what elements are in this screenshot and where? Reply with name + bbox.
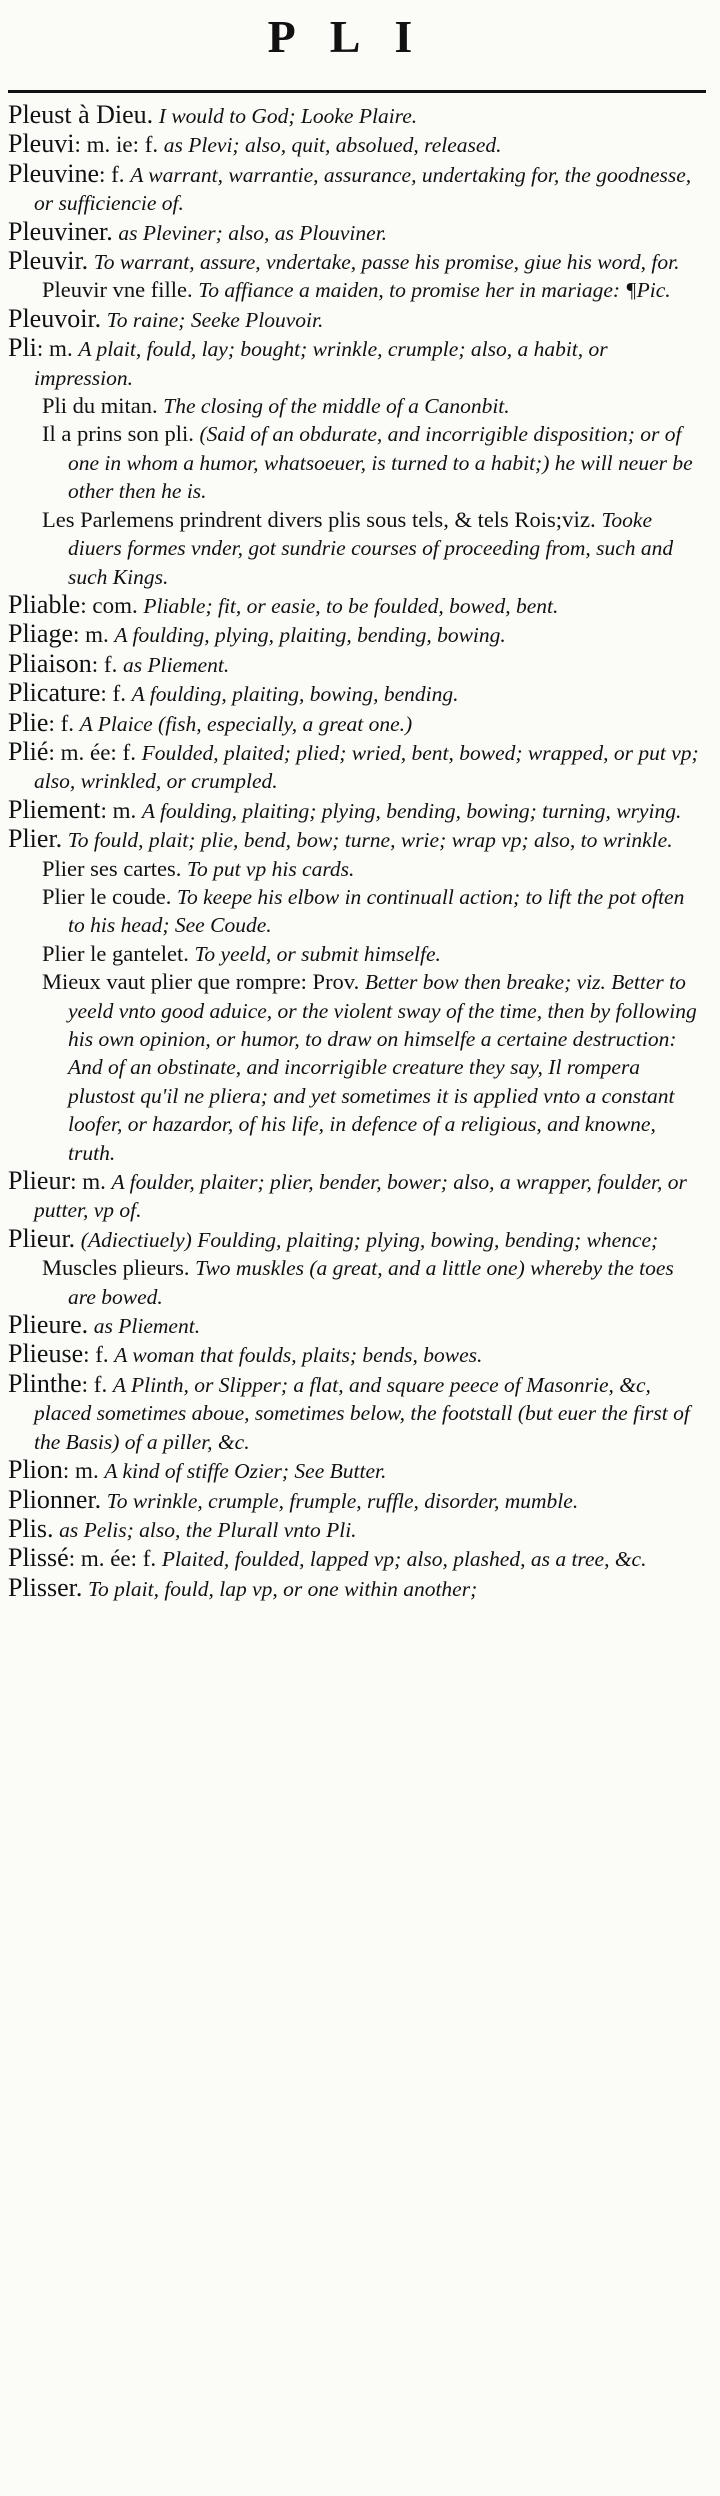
entry-definition: as Pliement. bbox=[122, 652, 230, 677]
dictionary-entry bbox=[8, 1574, 706, 1603]
entry-definition: as Pliement. bbox=[93, 1314, 201, 1339]
dictionary-entry bbox=[8, 101, 706, 130]
entry-headword: Plieur bbox=[8, 1166, 71, 1196]
dictionary-entry bbox=[8, 1544, 706, 1573]
entry-headword: Plieure. bbox=[8, 1310, 89, 1340]
entry-grammar: : f. bbox=[91, 651, 118, 677]
entry-headword: Pli du mitan. bbox=[42, 393, 158, 419]
entry-definition: I would to God; Looke Plaire. bbox=[158, 104, 418, 128]
entry-headword: Pleuvir. bbox=[8, 246, 89, 276]
entry-grammar: : f. bbox=[83, 1342, 109, 1368]
entry-headword: Mieux vaut plier que rompre: Prov. bbox=[42, 969, 360, 995]
entry-grammar: : m. bbox=[73, 622, 109, 648]
dictionary-entry bbox=[8, 334, 706, 392]
entry-grammar: : m. ée: f. bbox=[68, 1546, 157, 1572]
entry-headword: Plier le gantelet. bbox=[42, 940, 189, 966]
dictionary-entry bbox=[8, 1370, 706, 1456]
entry-definition: To wrinkle, crumple, frumple, ruffle, disorder, mumble. bbox=[106, 1488, 579, 1513]
entry-headword: Plieuse bbox=[8, 1339, 84, 1369]
entry-definition: as Pleviner; also, as Plouviner. bbox=[118, 220, 388, 245]
entry-definition: A woman that foulds, plaits; bends, bowes. bbox=[114, 1343, 483, 1368]
dictionary-subentry bbox=[8, 855, 706, 883]
entry-grammar: : f. bbox=[99, 161, 125, 187]
entry-headword: Muscles plieurs. bbox=[42, 1255, 190, 1281]
dictionary-entry bbox=[8, 247, 706, 276]
dictionary-entry bbox=[8, 1486, 706, 1515]
entry-definition: A plait, fould, lay; bought; wrinkle, crumple; also, a habit, or impression. bbox=[34, 337, 608, 390]
entry-grammar: : m. bbox=[62, 1458, 99, 1484]
entry-headword: Plis. bbox=[8, 1513, 54, 1543]
entry-headword: Pliage bbox=[8, 619, 73, 649]
entry-grammar: : m. ée: f. bbox=[48, 739, 136, 765]
entry-definition: (Adiectiuely) Foulding, plaiting; plying, bowing, bending; whence; bbox=[80, 1227, 659, 1252]
entry-definition: A kind of stiffe Ozier; See Butter. bbox=[104, 1459, 387, 1484]
entry-headword: Plier. bbox=[8, 824, 63, 854]
entry-definition: Pliable; fit, or easie, to be foulded, bowed, bent. bbox=[143, 593, 559, 618]
dictionary-entry bbox=[8, 1167, 706, 1225]
entry-definition: A warrant, warrantie, assurance, undertaking for, the goodnesse, or sufficiencie of. bbox=[34, 162, 692, 216]
entry-headword: Plinthe bbox=[8, 1368, 82, 1398]
entry-definition: as Plevi; also, quit, absolued, released. bbox=[163, 133, 502, 158]
entry-headword: Plionner. bbox=[8, 1484, 102, 1514]
entry-headword: Pleuvine bbox=[8, 158, 99, 188]
entry-grammar: viz. bbox=[561, 506, 596, 532]
entry-definition: A foulding, plying, plaiting, bending, bowing. bbox=[114, 623, 506, 648]
entry-definition: A foulding, plaiting; plying, bending, bowing; turning, wrying. bbox=[141, 798, 682, 823]
entry-definition: Better bow then breake; viz. Better to yeeld vnto good aduice, or the violent sway of the time, then by following his own opinion, or humor, to draw on himselfe a certaine destruction: And of an obstinate, and incorrigible creature they say, Il rompera plustost qu'il ne pliera; and yet sometimes it is applied vnto a constant loofer, or hazardor, of his life, in defence of a religious, and knowne, truth. bbox=[68, 970, 697, 1165]
entry-definition: To affiance a maiden, to promise her in mariage: ¶Pic. bbox=[198, 278, 671, 303]
entry-grammar: : m. ie: f. bbox=[74, 132, 159, 158]
dictionary-subentry bbox=[8, 276, 706, 304]
dictionary-subentry bbox=[8, 968, 706, 1167]
entry-headword: Pliable bbox=[8, 589, 81, 619]
dictionary-entry bbox=[8, 1456, 706, 1485]
dictionary-entry bbox=[8, 1515, 706, 1544]
entry-definition: Foulded, plaited; plied; wried, bent, bowed; wrapped, or put vp; also, wrinkled, or crumpled. bbox=[34, 740, 699, 794]
entry-headword: Plicature bbox=[8, 678, 101, 708]
dictionary-entry bbox=[8, 1311, 706, 1340]
entry-headword: Pleuvi bbox=[8, 129, 75, 159]
dictionary-subentry bbox=[8, 506, 706, 591]
entry-headword: Pleuviner. bbox=[8, 216, 113, 246]
entry-headword: Plieur. bbox=[8, 1223, 76, 1253]
entry-headword: Les Parlemens prindrent divers plis sous tels, & tels Rois; bbox=[42, 506, 562, 532]
entry-grammar: : f. bbox=[48, 710, 75, 736]
dictionary-entry bbox=[8, 825, 706, 854]
dictionary-subentry bbox=[8, 1254, 706, 1311]
entry-definition: A foulder, plaiter; plier, bender, bower; also, a wrapper, foulder, or putter, vp of. bbox=[34, 1170, 687, 1223]
entry-grammar: : m. bbox=[36, 336, 73, 362]
entry-headword: Plié bbox=[8, 736, 49, 766]
entry-grammar: : m. bbox=[100, 797, 137, 823]
entry-grammar: : m. bbox=[70, 1169, 106, 1195]
entry-grammar: : com. bbox=[80, 592, 138, 618]
entry-definition: (Said of an obdurate, and incorrigible disposition; or of one in whom a humor, whatsoeuer, is turned to a habit;) he will neuer be other then he is. bbox=[68, 422, 693, 504]
dictionary-entry bbox=[8, 738, 706, 796]
entry-definition: Tooke diuers formes vnder, got sundrie courses of proceeding from, such and such Kings. bbox=[68, 507, 674, 589]
entry-headword: Plier le coude. bbox=[42, 883, 172, 909]
dictionary-subentry bbox=[8, 883, 706, 940]
entry-definition: A Plinth, or Slipper; a flat, and square peece of Masonrie, &c, placed sometimes aboue, sometimes below, the footstall (but euer the first of the Basis) of a piller, &c. bbox=[34, 1372, 690, 1454]
dictionary-entry bbox=[8, 130, 706, 159]
entry-headword: Pliement bbox=[8, 794, 101, 824]
page-header bbox=[8, 0, 706, 90]
entry-definition: To warrant, assure, vndertake, passe his promise, giue his word, for. bbox=[93, 250, 680, 275]
entry-headword: Pleuvir vne fille. bbox=[42, 277, 193, 303]
entry-headword: Plion bbox=[8, 1455, 63, 1485]
dictionary-subentry bbox=[8, 392, 706, 420]
entry-headword: Pli bbox=[8, 333, 37, 363]
entry-definition: To plait, fould, lap vp, or one within another; bbox=[88, 1576, 478, 1601]
entry-grammar: : f. bbox=[81, 1371, 108, 1397]
entry-headword: Pleuvoir. bbox=[8, 303, 102, 333]
entry-headword: Plie bbox=[8, 707, 49, 737]
entry-definition: To put vp his cards. bbox=[186, 856, 355, 881]
entry-headword: Pleust à Dieu. bbox=[8, 100, 154, 129]
entry-definition: Two muskles (a great, and a little one) whereby the toes are bowed. bbox=[68, 1256, 674, 1309]
header-rule bbox=[8, 90, 706, 93]
page-title: PLI bbox=[267, 11, 447, 62]
dictionary-subentry bbox=[8, 420, 706, 505]
dictionary-entry bbox=[8, 709, 706, 738]
entry-list bbox=[8, 101, 706, 1603]
entry-headword: Pliaison bbox=[8, 648, 92, 678]
entry-headword: Plisser. bbox=[8, 1572, 83, 1602]
entry-definition: The closing of the middle of a Canonbit. bbox=[163, 394, 510, 419]
dictionary-entry bbox=[8, 796, 706, 825]
dictionary-entry bbox=[8, 305, 706, 334]
entry-definition: To fould, plait; plie, bend, bow; turne, wrie; wrap vp; also, to wrinkle. bbox=[67, 828, 673, 853]
dictionary-entry bbox=[8, 650, 706, 679]
entry-headword: Plissé bbox=[8, 1543, 69, 1573]
dictionary-entry bbox=[8, 591, 706, 620]
dictionary-entry bbox=[8, 218, 706, 247]
entry-definition: Plaited, foulded, lapped vp; also, plashed, as a tree, &c. bbox=[161, 1547, 647, 1572]
dictionary-subentry bbox=[8, 940, 706, 968]
dictionary-entry bbox=[8, 1340, 706, 1369]
dictionary-entry bbox=[8, 679, 706, 708]
entry-definition: To yeeld, or submit himselfe. bbox=[194, 941, 441, 966]
entry-headword: Il a prins son pli. bbox=[42, 421, 194, 447]
entry-grammar: : f. bbox=[100, 681, 126, 707]
dictionary-entry bbox=[8, 1225, 706, 1254]
entry-definition: as Pelis; also, the Plurall vnto Pli. bbox=[59, 1517, 357, 1542]
entry-definition: A Plaice (fish, especially, a great one.) bbox=[79, 711, 413, 736]
entry-definition: To keepe his elbow in continuall action; to lift the pot often to his head; See Coude. bbox=[68, 884, 685, 938]
entry-headword: Plier ses cartes. bbox=[42, 855, 182, 881]
entry-definition: A foulding, plaiting, bowing, bending. bbox=[131, 682, 459, 707]
dictionary-entry bbox=[8, 160, 706, 218]
dictionary-entry bbox=[8, 620, 706, 649]
entry-definition: To raine; Seeke Plouvoir. bbox=[106, 307, 324, 332]
